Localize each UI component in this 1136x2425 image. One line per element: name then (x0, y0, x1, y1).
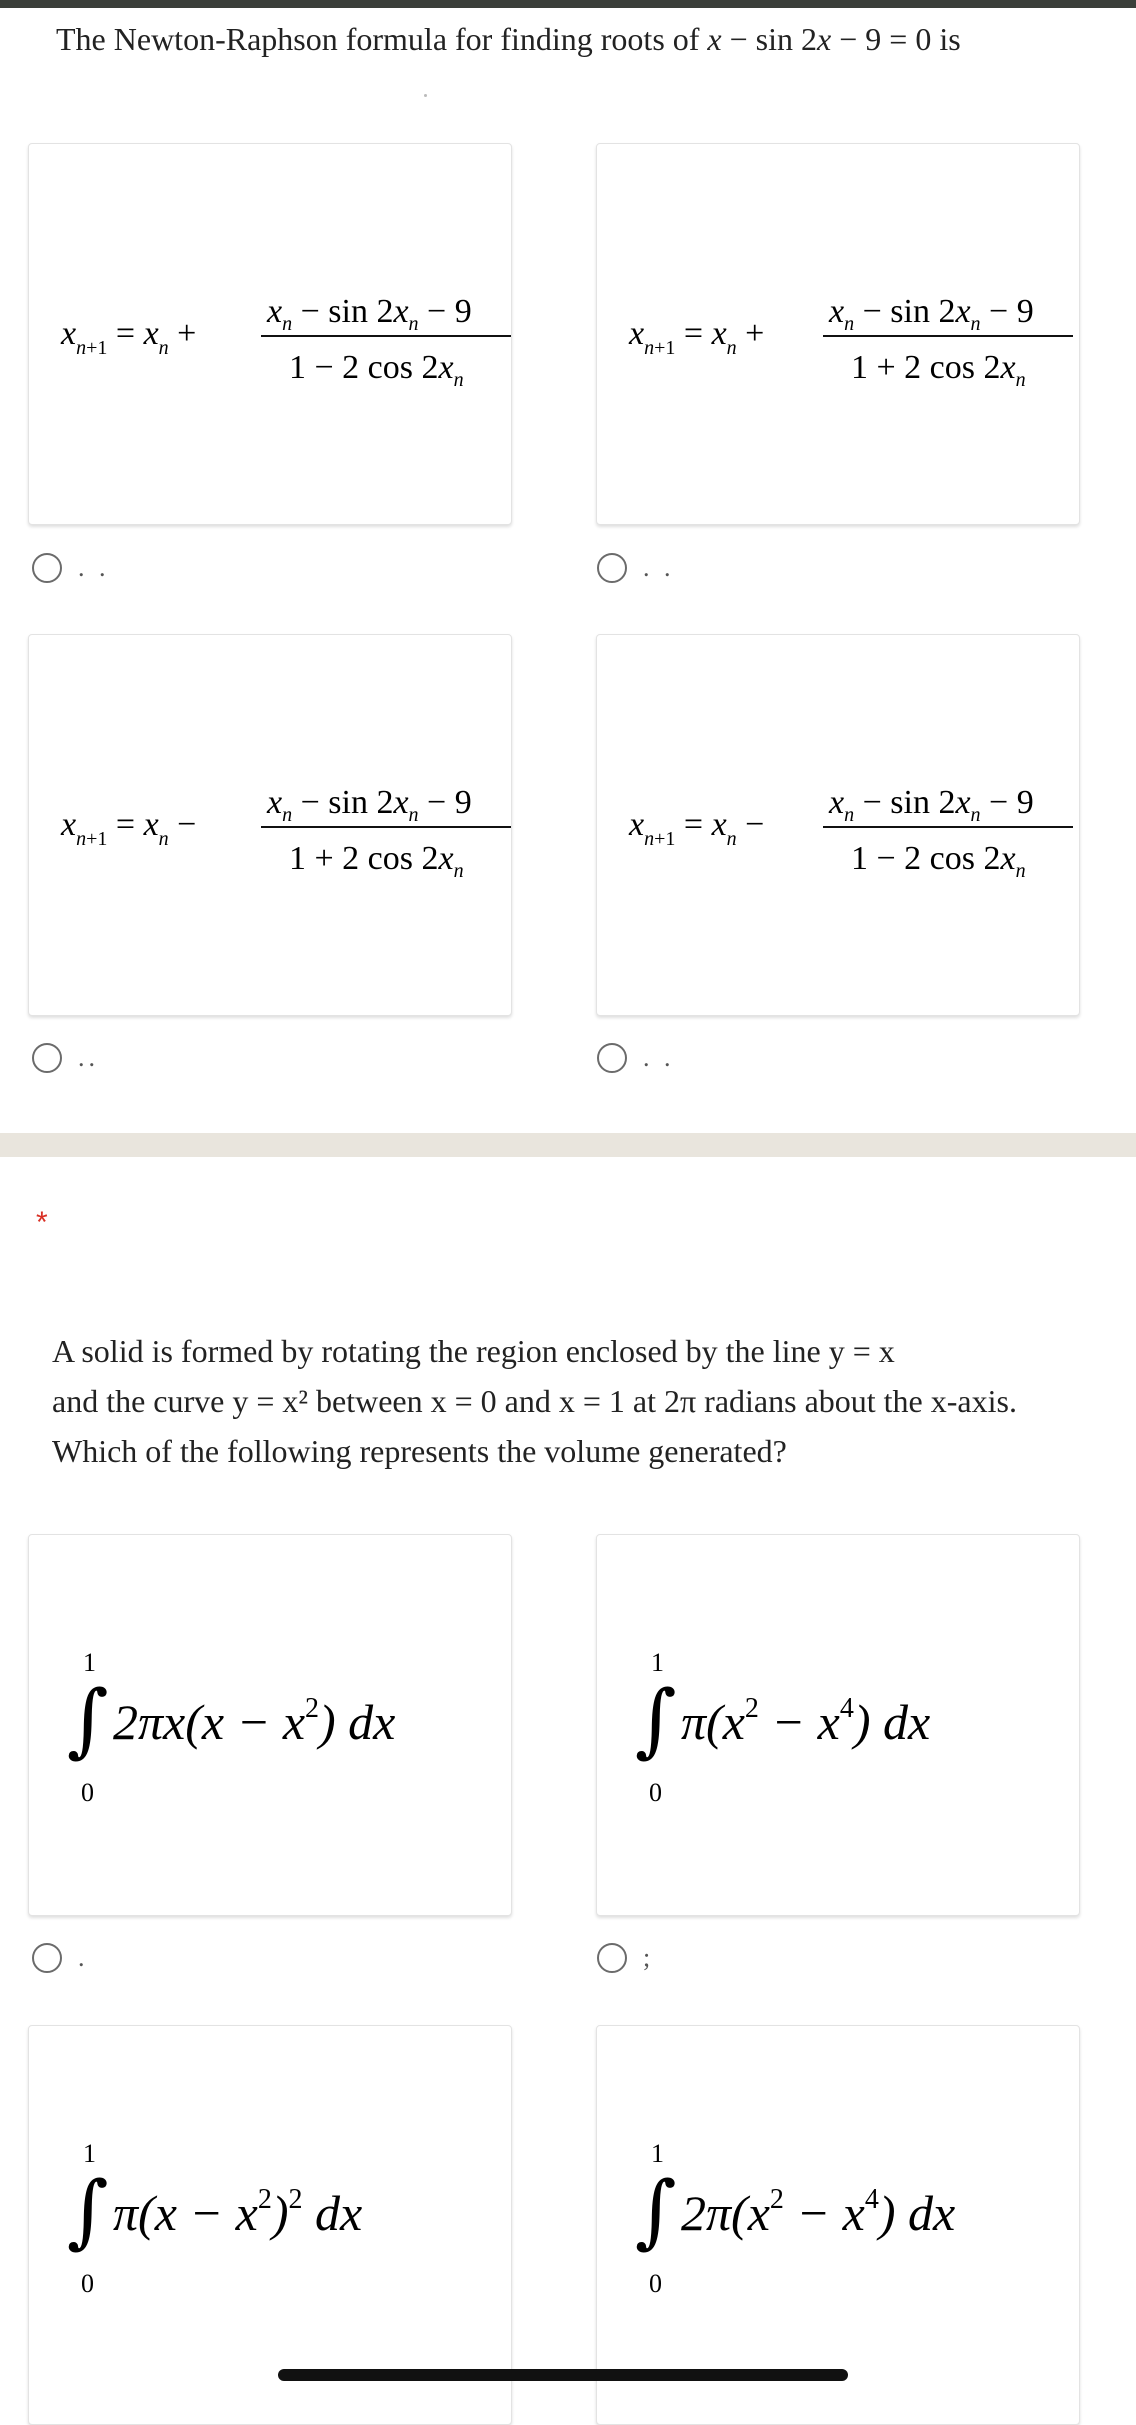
svg-text:xn+1 = xn −: $x_n+1 = x_n$ − (629, 806, 765, 850)
q2-option-d-formula (629, 2026, 1067, 2406)
svg-text:2πx(x − x2) dx: $2\pi x(x - x^2)$ dx (113, 1693, 396, 1750)
svg-text:2π(x2 − x4) dx: $2\pi(x^2 - x^4)$ dx (681, 2184, 956, 2241)
svg-text:1 − 2 cos 2xn: 1 − 2 $\cos 2x_n$ (289, 349, 464, 391)
svg-text:xn − sin 2xn − 9: $x_n - \sin 2x_n - 9$ (829, 293, 1034, 335)
q1-option-b-radio[interactable] (597, 553, 627, 583)
question-1-text (56, 14, 1126, 78)
svg-text:1: 1 (651, 1648, 664, 1677)
q2-option-a-radio[interactable] (32, 1943, 62, 1973)
svg-text:xn+1 = xn +: $x_n+1 = x_n$ + (61, 315, 197, 359)
q1-option-b-radio-row[interactable] (597, 553, 675, 583)
svg-text:∫: ∫ (635, 1673, 677, 1766)
q1-option-d-card[interactable] (596, 634, 1080, 1016)
svg-text:0: 0 (81, 1778, 94, 1807)
q2-option-b-label: ; (643, 1943, 655, 1972)
q2-option-b-card[interactable] (596, 1534, 1080, 1916)
q1-option-d-formula (629, 635, 1067, 1015)
q1-option-b-card[interactable] (596, 143, 1080, 525)
q1-option-a-label: . . (78, 553, 110, 582)
svg-text:The Newton-Raphson formula for: The Newton-Raphson formula for finding roots of x − sin 2x − 9 = 0 is (56, 21, 961, 57)
required-marker: * (36, 1206, 48, 1239)
q1-option-a-radio-row[interactable] (32, 553, 110, 583)
svg-text:xn − sin 2xn − 9: $x_n - \sin 2x_n - 9$ (267, 784, 472, 826)
q2-option-d-card[interactable] (596, 2025, 1080, 2425)
svg-text:π(x2 − x4) dx: $\pi(x^2 - x^4)$ dx (681, 1693, 931, 1750)
q2-option-b-formula (629, 1535, 1067, 1915)
q1-option-c-label: .. (78, 1043, 99, 1072)
question-2-line-3: Which of the following represents the volume generated? (52, 1433, 787, 1469)
svg-text:1: 1 (83, 2139, 96, 2168)
q1-option-b-formula (629, 144, 1067, 524)
decorative-dot (424, 94, 427, 97)
svg-text:xn+1 = xn +: $x_n+1 = x_n$ + (629, 315, 765, 359)
q1-option-b-label: . . (643, 553, 675, 582)
svg-text:xn − sin 2xn − 9: $x_n - \sin 2x_n - 9$ (829, 784, 1034, 826)
question-2-text (52, 1326, 1112, 1476)
svg-text:∫: ∫ (635, 2164, 677, 2257)
q1-option-d-radio[interactable] (597, 1043, 627, 1073)
q1-option-c-radio-row[interactable] (32, 1043, 99, 1073)
question-1-rendered (56, 14, 1126, 64)
q2-option-c-formula (61, 2026, 499, 2406)
svg-text:xn+1 = xn −: $x_n+1 = x_n$ − (61, 806, 197, 850)
q1-option-d-label: . . (643, 1043, 675, 1072)
q2-option-a-card[interactable] (28, 1534, 512, 1916)
q2-option-b-radio[interactable] (597, 1943, 627, 1973)
svg-text:0: 0 (649, 1778, 662, 1807)
q2-option-c-card[interactable] (28, 2025, 512, 2425)
q2-option-b-radio-row[interactable] (597, 1943, 654, 1973)
q1-option-a-card[interactable] (28, 143, 512, 525)
svg-text:xn − sin 2xn − 9: $x_n - \sin 2x_n - 9$ (267, 293, 472, 335)
svg-text:1 + 2 cos 2xn: 1 + 2 $\cos 2x_n$ (851, 349, 1026, 391)
svg-text:∫: ∫ (67, 1673, 109, 1766)
svg-text:π(x − x2)2 dx: $\pi(x - x^2)^2$ dx (113, 2184, 363, 2241)
q1-option-c-card[interactable] (28, 634, 512, 1016)
home-indicator (278, 2369, 848, 2381)
svg-text:1 + 2 cos 2xn: 1 + 2 $\cos 2x_n$ (289, 840, 464, 882)
q1-option-a-formula (61, 144, 499, 524)
svg-text:0: 0 (81, 2269, 94, 2298)
svg-text:1: 1 (651, 2139, 664, 2168)
q2-option-a-radio-row[interactable] (32, 1943, 89, 1973)
svg-text:∫: ∫ (67, 2164, 109, 2257)
question-2-line-1: A solid is formed by rotating the region enclosed by the line y = x (52, 1333, 895, 1369)
q2-option-a-label: . (78, 1943, 89, 1972)
q2-option-a-formula (61, 1535, 499, 1915)
section-separator (0, 1133, 1136, 1157)
q1-option-c-formula (61, 635, 499, 1015)
q1-option-a-radio[interactable] (32, 553, 62, 583)
top-bar (0, 0, 1136, 8)
question-2-line-2: and the curve y = x² between x = 0 and x = 1 at 2π radians about the x-axis. (52, 1383, 1017, 1419)
q1-option-d-radio-row[interactable] (597, 1043, 675, 1073)
svg-text:0: 0 (649, 2269, 662, 2298)
q1-option-c-radio[interactable] (32, 1043, 62, 1073)
svg-text:1 − 2 cos 2xn: 1 − 2 $\cos 2x_n$ (851, 840, 1026, 882)
svg-text:1: 1 (83, 1648, 96, 1677)
